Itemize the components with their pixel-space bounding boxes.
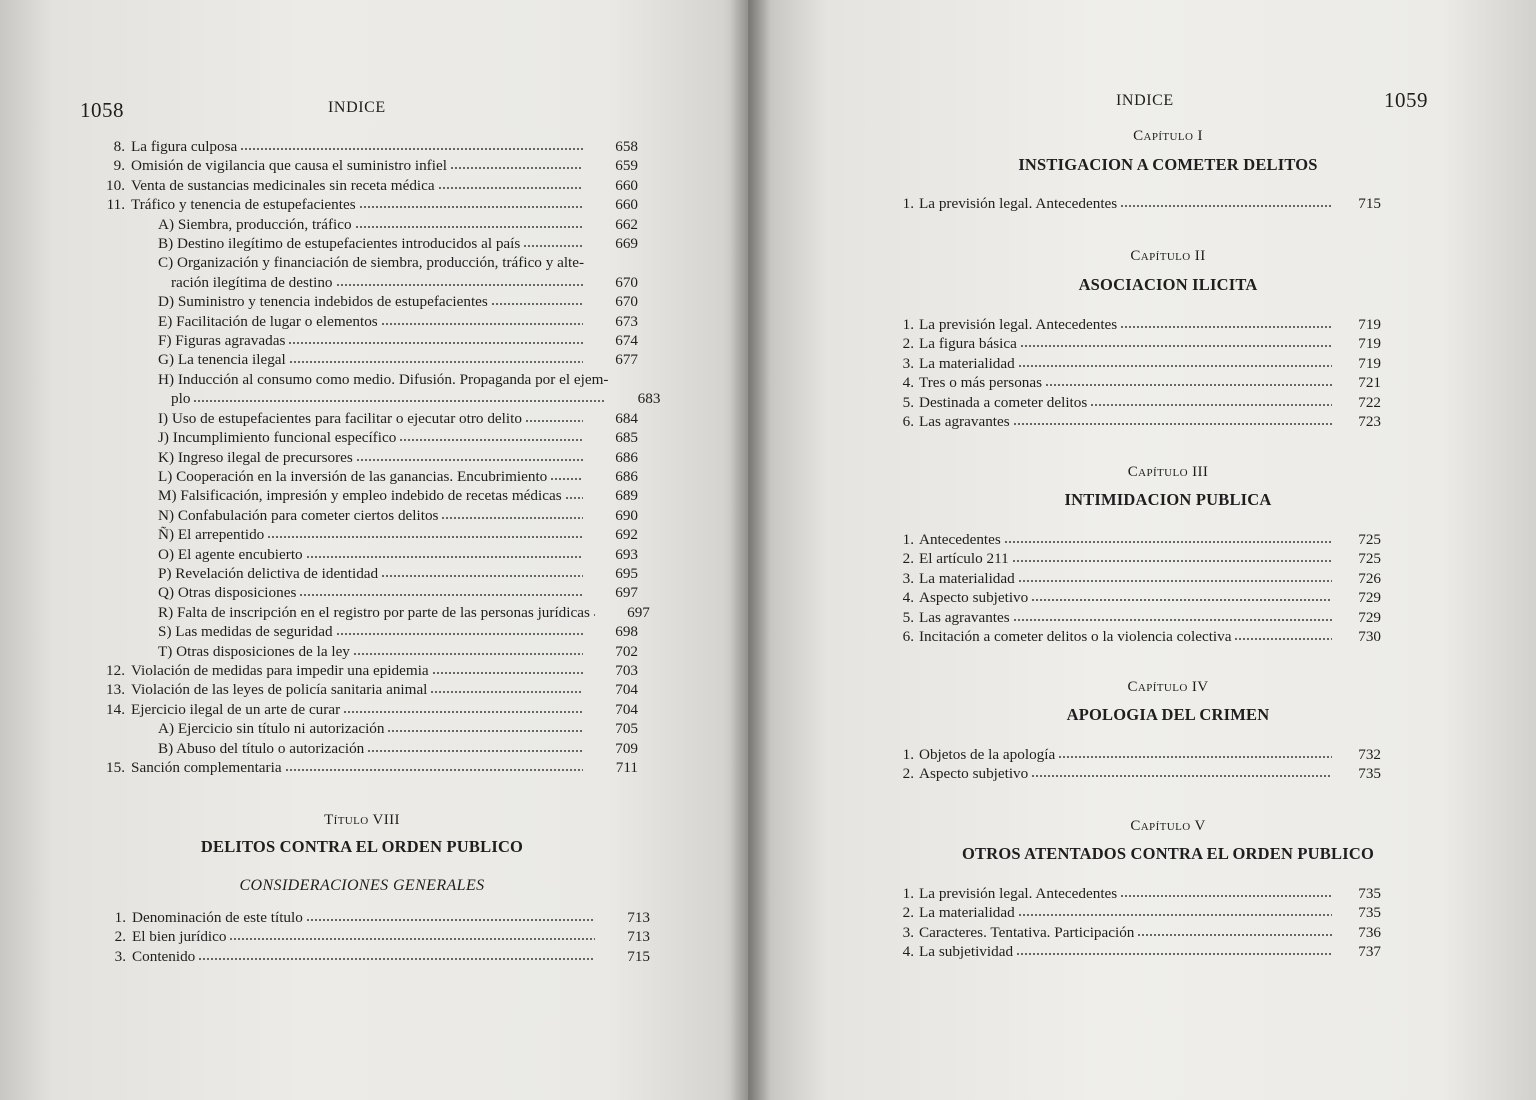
chapter-label: Capítulo IV xyxy=(1127,679,1209,695)
toc-list xyxy=(896,315,1381,431)
chapter-title: APOLOGIA DEL CRIMEN xyxy=(1066,705,1270,724)
toc-entry: 4. Aspecto subjetivo 729 xyxy=(902,589,1381,607)
chapter-label: Capítulo III xyxy=(1127,464,1209,480)
toc-entry: 4. Tres o más personas 721 xyxy=(902,374,1381,392)
chapter-title: ASOCIACION ILICITA xyxy=(1078,275,1258,294)
toc-subentry: B) Abuso del título o autorización 709 xyxy=(158,739,638,757)
toc-entry: 1. Antecedentes 725 xyxy=(902,531,1381,548)
left-page xyxy=(0,0,760,1100)
toc-list xyxy=(896,194,1381,213)
toc-entry: 2. La materialidad 735 xyxy=(902,904,1381,922)
toc-subentry: C) Organización y financiación de siembra, producción, tráfico y alte- ración ilegítima de destino 670 xyxy=(158,254,638,291)
toc-subentry: P) Revelación delictiva de identidad 695 xyxy=(158,564,638,582)
page-number: 1058 xyxy=(80,98,124,122)
toc-subentry: K) Ingreso ilegal de precursores 686 xyxy=(158,448,638,466)
chapter-label: Capítulo II xyxy=(1130,248,1206,264)
toc-subentry: S) Las medidas de seguridad 698 xyxy=(158,623,638,641)
toc-subentry: E) Facilitación de lugar o elementos 673 xyxy=(158,312,638,330)
running-head: INDICE xyxy=(1116,92,1174,109)
toc-list xyxy=(896,884,1381,962)
toc-entry: 3. La materialidad 719 xyxy=(902,354,1381,372)
toc-subentry: M) Falsificación, impresión y empleo indebido de recetas médicas 689 xyxy=(158,487,638,505)
toc-subentry: I) Uso de estupefacientes para facilitar o ejecutar otro delito 684 xyxy=(158,409,638,427)
right-page xyxy=(748,0,1536,1100)
toc-entry: 5. Las agravantes 729 xyxy=(902,608,1381,626)
toc-entry: 3. Contenido 715 xyxy=(114,947,650,965)
toc-subentry: A) Siembra, producción, tráfico 662 xyxy=(158,215,638,233)
page-number: 1059 xyxy=(1384,88,1428,112)
chapter-label: Capítulo V xyxy=(1130,818,1206,834)
toc-subentry: F) Figuras agravadas 674 xyxy=(158,332,638,350)
toc-entry: 11. Tráfico y tenencia de estupefacientes 660 xyxy=(106,196,638,214)
toc-subentry: T) Otras disposiciones de la ley 702 xyxy=(158,642,638,660)
toc-subentry: A) Ejercicio sin título ni autorización 705 xyxy=(158,720,638,738)
toc-subentry: R) Falta de inscripción en el registro por parte de las personas jurídicas 697 xyxy=(158,603,650,621)
toc-entry: 5. Destinada a cometer delitos 722 xyxy=(902,393,1381,411)
toc-subentry: B) Destino ilegítimo de estupefacientes introducidos al país 669 xyxy=(158,235,638,253)
toc-subentry: H) Inducción al consumo como medio. Difusión. Propaganda por el ejem- plo 683 xyxy=(158,370,661,408)
toc-entry: 4. La subjetividad 737 xyxy=(902,943,1381,961)
toc-entry: 9. Omisión de vigilancia que causa el suministro infiel 659 xyxy=(113,157,638,175)
chapter-label: Capítulo I xyxy=(1133,128,1203,144)
toc-subentry: O) El agente encubierto 693 xyxy=(158,545,638,563)
toc-entry: 14. Ejercicio ilegal de un arte de curar 704 xyxy=(106,700,638,718)
toc-subentry: J) Incumplimiento funcional específico 685 xyxy=(158,429,638,447)
toc-entry: 13. Violación de las leyes de policía sanitaria animal 704 xyxy=(106,681,638,699)
toc-list xyxy=(98,137,661,777)
toc-subentry: N) Confabulación para cometer ciertos delitos 690 xyxy=(158,506,638,524)
toc-list xyxy=(896,530,1381,646)
title-heading: DELITOS CONTRA EL ORDEN PUBLICO xyxy=(200,837,524,856)
toc-entry: 1. La previsión legal. Antecedentes 719 xyxy=(902,316,1381,333)
chapter-title: OTROS ATENTADOS CONTRA EL ORDEN PUBLICO xyxy=(962,844,1374,863)
toc-entry: 1. La previsión legal. Antecedentes 715 xyxy=(902,195,1381,212)
toc-entry: 3. La materialidad 726 xyxy=(902,569,1381,587)
chapter-title: INSTIGACION A COMETER DELITOS xyxy=(1018,155,1318,174)
section-subtitle: CONSIDERACIONES GENERALES xyxy=(239,877,485,894)
toc-entry: 1. Objetos de la apología 732 xyxy=(902,746,1381,763)
toc-list xyxy=(896,745,1381,784)
toc-subentry: G) La tenencia ilegal 677 xyxy=(158,351,638,369)
running-head: INDICE xyxy=(328,99,386,116)
title-label: Título VIII xyxy=(324,812,400,828)
toc-entry: 12. Violación de medidas para impedir una epidemia 703 xyxy=(106,661,638,679)
chapter-title: INTIMIDACION PUBLICA xyxy=(1064,490,1272,509)
toc-entry: 6. Incitación a cometer delitos o la violencia colectiva 730 xyxy=(902,628,1381,646)
toc-entry: 2. La figura básica 719 xyxy=(902,335,1381,353)
toc-entry: 15. Sanción complementaria 711 xyxy=(106,759,638,776)
toc-entry: 2. Aspecto subjetivo 735 xyxy=(902,765,1381,783)
toc-entry: 2. El bien jurídico 713 xyxy=(114,928,650,946)
toc-entry: 2. El artículo 211 725 xyxy=(902,550,1381,568)
toc-entry: 8. La figura culposa 658 xyxy=(113,138,638,155)
toc-entry: 6. Las agravantes 723 xyxy=(902,413,1381,431)
toc-entry: 1. La previsión legal. Antecedentes 735 xyxy=(902,885,1381,902)
toc-subentry: L) Cooperación en la inversión de las ganancias. Encubrimiento 686 xyxy=(158,467,638,485)
toc-subentry: Q) Otras disposiciones 697 xyxy=(158,584,638,602)
toc-entry: 10. Venta de sustancias medicinales sin receta médica 660 xyxy=(106,176,638,194)
toc-entry: 3. Caracteres. Tentativa. Participación 736 xyxy=(902,923,1381,941)
toc-subentry: D) Suministro y tenencia indebidos de estupefacientes 670 xyxy=(158,293,638,311)
toc-subentry: Ñ) El arrepentido 692 xyxy=(158,526,638,544)
toc-entry: 1. Denominación de este título 713 xyxy=(114,909,650,926)
toc-list xyxy=(106,908,650,966)
